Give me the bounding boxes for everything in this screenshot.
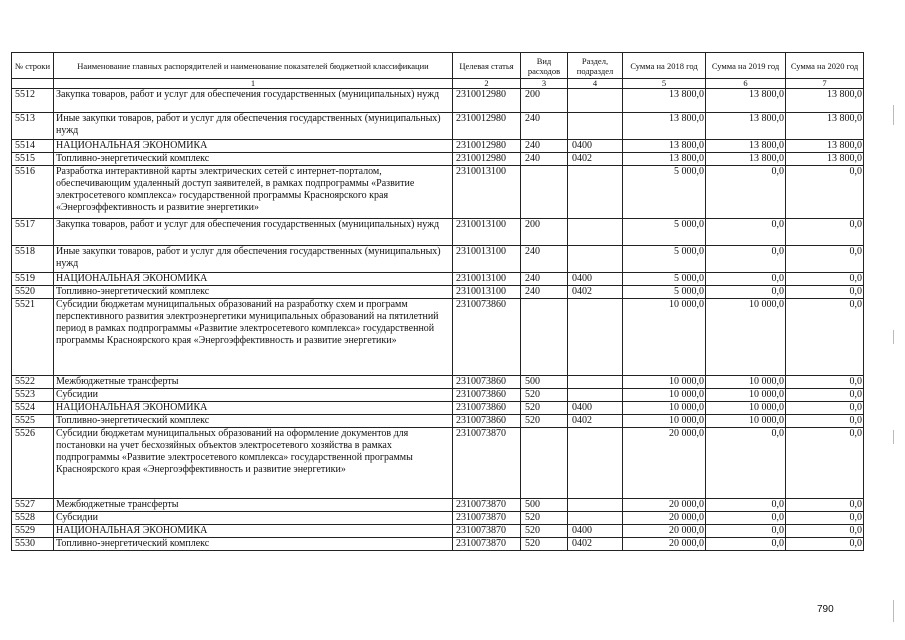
column-number: 6 bbox=[706, 79, 786, 89]
row-number: 5521 bbox=[12, 299, 54, 376]
header-target-article: Целевая статья bbox=[453, 53, 521, 79]
page-number: 790 bbox=[817, 604, 834, 615]
row-target-article: 2310073870 bbox=[453, 428, 521, 499]
table-row bbox=[12, 538, 864, 551]
row-sum-2019: 0,0 bbox=[706, 525, 786, 538]
row-number: 5520 bbox=[12, 286, 54, 299]
table-row bbox=[12, 140, 864, 153]
scan-edge-mark bbox=[893, 105, 894, 125]
row-sum-2020: 13 800,0 bbox=[786, 140, 864, 153]
row-target-article: 2310012980 bbox=[453, 89, 521, 113]
row-number: 5517 bbox=[12, 219, 54, 246]
table-row bbox=[12, 389, 864, 402]
row-sum-2020: 0,0 bbox=[786, 389, 864, 402]
row-number: 5513 bbox=[12, 113, 54, 140]
row-sum-2019: 13 800,0 bbox=[706, 153, 786, 166]
row-name: Закупка товаров, работ и услуг для обеспечения государственных (муниципальных) нужд bbox=[54, 89, 453, 113]
row-target-article: 2310012980 bbox=[453, 140, 521, 153]
row-sum-2019: 0,0 bbox=[706, 246, 786, 273]
budget-table bbox=[11, 52, 864, 551]
row-sum-2018: 5 000,0 bbox=[623, 286, 706, 299]
row-number: 5518 bbox=[12, 246, 54, 273]
row-section bbox=[568, 219, 623, 246]
row-name: НАЦИОНАЛЬНАЯ ЭКОНОМИКА bbox=[54, 402, 453, 415]
row-section bbox=[568, 113, 623, 140]
row-sum-2019: 13 800,0 bbox=[706, 89, 786, 113]
row-section bbox=[568, 376, 623, 389]
table-row bbox=[12, 113, 864, 140]
row-sum-2018: 13 800,0 bbox=[623, 140, 706, 153]
row-number: 5516 bbox=[12, 166, 54, 219]
row-sum-2018: 13 800,0 bbox=[623, 113, 706, 140]
row-sum-2019: 0,0 bbox=[706, 538, 786, 551]
row-name: Разработка интерактивной карты электрических сетей с интернет-порталом, обеспечивающим удаленный доступ заявителей, в рамках подпрограммы «Развитие электросетевого комплекса» государственной программы Красноярского края «Энергоэффективность и развитие энергетики» bbox=[54, 166, 453, 219]
row-section: 0400 bbox=[568, 273, 623, 286]
row-sum-2019: 10 000,0 bbox=[706, 389, 786, 402]
row-expense-kind: 240 bbox=[521, 246, 568, 273]
table-row bbox=[12, 166, 864, 219]
row-name: Субсидии бюджетам муниципальных образований на разработку схем и программ перспективного развития электроэнергетики муниципальных образований на пятилетний период в рамках подпрограммы «Развитие электросетевого комплекса» государственной программы Красноярского края «Энергоэффективность и развитие энергетики» bbox=[54, 299, 453, 376]
header-section: Раздел, подраздел bbox=[568, 53, 623, 79]
row-section bbox=[568, 499, 623, 512]
header-sum-2020: Сумма на 2020 год bbox=[786, 53, 864, 79]
row-number: 5512 bbox=[12, 89, 54, 113]
row-sum-2018: 10 000,0 bbox=[623, 402, 706, 415]
row-sum-2020: 0,0 bbox=[786, 299, 864, 376]
row-name: Топливно-энергетический комплекс bbox=[54, 415, 453, 428]
row-sum-2019: 0,0 bbox=[706, 286, 786, 299]
row-target-article: 2310013100 bbox=[453, 246, 521, 273]
row-sum-2020: 0,0 bbox=[786, 286, 864, 299]
row-sum-2019: 0,0 bbox=[706, 166, 786, 219]
header-expense-kind: Вид расходов bbox=[521, 53, 568, 79]
row-sum-2019: 0,0 bbox=[706, 499, 786, 512]
row-section: 0402 bbox=[568, 538, 623, 551]
row-section bbox=[568, 428, 623, 499]
row-number: 5528 bbox=[12, 512, 54, 525]
row-sum-2018: 10 000,0 bbox=[623, 376, 706, 389]
table-row bbox=[12, 273, 864, 286]
table-row bbox=[12, 376, 864, 389]
row-sum-2018: 10 000,0 bbox=[623, 299, 706, 376]
row-sum-2019: 10 000,0 bbox=[706, 376, 786, 389]
table-row bbox=[12, 153, 864, 166]
row-sum-2020: 0,0 bbox=[786, 538, 864, 551]
row-section bbox=[568, 166, 623, 219]
row-expense-kind: 240 bbox=[521, 286, 568, 299]
row-target-article: 2310073860 bbox=[453, 389, 521, 402]
row-number: 5522 bbox=[12, 376, 54, 389]
scan-edge-mark bbox=[893, 430, 894, 444]
row-section: 0402 bbox=[568, 286, 623, 299]
table-row bbox=[12, 512, 864, 525]
row-number: 5519 bbox=[12, 273, 54, 286]
row-sum-2020: 0,0 bbox=[786, 415, 864, 428]
row-sum-2020: 0,0 bbox=[786, 246, 864, 273]
row-sum-2020: 0,0 bbox=[786, 402, 864, 415]
row-number: 5530 bbox=[12, 538, 54, 551]
row-number: 5527 bbox=[12, 499, 54, 512]
row-sum-2018: 20 000,0 bbox=[623, 512, 706, 525]
row-sum-2019: 10 000,0 bbox=[706, 415, 786, 428]
row-target-article: 2310012980 bbox=[453, 113, 521, 140]
row-expense-kind: 500 bbox=[521, 376, 568, 389]
column-number: 2 bbox=[453, 79, 521, 89]
row-sum-2020: 0,0 bbox=[786, 273, 864, 286]
row-sum-2018: 5 000,0 bbox=[623, 166, 706, 219]
row-expense-kind: 520 bbox=[521, 512, 568, 525]
row-sum-2018: 13 800,0 bbox=[623, 153, 706, 166]
column-number bbox=[12, 79, 54, 89]
column-number: 5 bbox=[623, 79, 706, 89]
row-expense-kind: 240 bbox=[521, 140, 568, 153]
row-section: 0400 bbox=[568, 402, 623, 415]
row-sum-2019: 10 000,0 bbox=[706, 299, 786, 376]
row-sum-2018: 5 000,0 bbox=[623, 246, 706, 273]
row-section: 0400 bbox=[568, 140, 623, 153]
row-target-article: 2310012980 bbox=[453, 153, 521, 166]
row-sum-2020: 0,0 bbox=[786, 499, 864, 512]
row-name: Топливно-энергетический комплекс bbox=[54, 286, 453, 299]
row-target-article: 2310073870 bbox=[453, 525, 521, 538]
table-row bbox=[12, 428, 864, 499]
row-sum-2020: 13 800,0 bbox=[786, 89, 864, 113]
header-name: Наименование главных распорядителей и наименование показателей бюджетной классификации bbox=[54, 53, 453, 79]
row-sum-2019: 0,0 bbox=[706, 512, 786, 525]
row-expense-kind: 240 bbox=[521, 153, 568, 166]
row-sum-2020: 0,0 bbox=[786, 525, 864, 538]
row-number: 5514 bbox=[12, 140, 54, 153]
column-number: 4 bbox=[568, 79, 623, 89]
column-number: 1 bbox=[54, 79, 453, 89]
scan-edge-mark bbox=[893, 600, 894, 622]
table-row bbox=[12, 246, 864, 273]
row-target-article: 2310073870 bbox=[453, 538, 521, 551]
row-sum-2018: 20 000,0 bbox=[623, 428, 706, 499]
row-name: Иные закупки товаров, работ и услуг для обеспечения государственных (муниципальных) нужд bbox=[54, 246, 453, 273]
row-expense-kind: 520 bbox=[521, 415, 568, 428]
row-sum-2018: 10 000,0 bbox=[623, 415, 706, 428]
row-target-article: 2310013100 bbox=[453, 166, 521, 219]
table-row bbox=[12, 499, 864, 512]
row-name: Закупка товаров, работ и услуг для обеспечения государственных (муниципальных) нужд bbox=[54, 219, 453, 246]
table-row bbox=[12, 525, 864, 538]
row-sum-2019: 13 800,0 bbox=[706, 113, 786, 140]
table-row bbox=[12, 89, 864, 113]
row-expense-kind: 520 bbox=[521, 525, 568, 538]
row-target-article: 2310073870 bbox=[453, 499, 521, 512]
row-sum-2020: 0,0 bbox=[786, 376, 864, 389]
row-sum-2020: 0,0 bbox=[786, 166, 864, 219]
header-sum-2019: Сумма на 2019 год bbox=[706, 53, 786, 79]
row-target-article: 2310013100 bbox=[453, 219, 521, 246]
row-expense-kind: 500 bbox=[521, 499, 568, 512]
row-sum-2020: 0,0 bbox=[786, 512, 864, 525]
table-header-row bbox=[12, 53, 864, 79]
table-row bbox=[12, 219, 864, 246]
table-row bbox=[12, 402, 864, 415]
row-number: 5529 bbox=[12, 525, 54, 538]
row-name: Иные закупки товаров, работ и услуг для обеспечения государственных (муниципальных) нужд bbox=[54, 113, 453, 140]
row-section: 0402 bbox=[568, 415, 623, 428]
row-name: НАЦИОНАЛЬНАЯ ЭКОНОМИКА bbox=[54, 273, 453, 286]
row-section bbox=[568, 512, 623, 525]
row-sum-2018: 13 800,0 bbox=[623, 89, 706, 113]
row-target-article: 2310073860 bbox=[453, 299, 521, 376]
row-name: Топливно-энергетический комплекс bbox=[54, 153, 453, 166]
row-expense-kind bbox=[521, 428, 568, 499]
row-target-article: 2310073860 bbox=[453, 415, 521, 428]
row-target-article: 2310073860 bbox=[453, 402, 521, 415]
row-sum-2018: 10 000,0 bbox=[623, 389, 706, 402]
row-expense-kind bbox=[521, 299, 568, 376]
row-sum-2020: 13 800,0 bbox=[786, 113, 864, 140]
row-name: Межбюджетные трансферты bbox=[54, 499, 453, 512]
row-target-article: 2310073870 bbox=[453, 512, 521, 525]
row-target-article: 2310073860 bbox=[453, 376, 521, 389]
row-sum-2018: 20 000,0 bbox=[623, 538, 706, 551]
table-row bbox=[12, 415, 864, 428]
row-name: Субсидии бюджетам муниципальных образований на оформление документов для постановки на учет бесхозяйных объектов электросетевого хозяйства в рамках подпрограммы «Развитие электросетевого комплекса» государственной программы Красноярского края «Энергоэффективность и развитие энергетики» bbox=[54, 428, 453, 499]
row-section bbox=[568, 389, 623, 402]
row-sum-2020: 0,0 bbox=[786, 428, 864, 499]
row-expense-kind bbox=[521, 166, 568, 219]
row-section bbox=[568, 89, 623, 113]
row-name: НАЦИОНАЛЬНАЯ ЭКОНОМИКА bbox=[54, 525, 453, 538]
row-number: 5515 bbox=[12, 153, 54, 166]
table-row bbox=[12, 286, 864, 299]
row-sum-2019: 0,0 bbox=[706, 219, 786, 246]
row-name: Субсидии bbox=[54, 512, 453, 525]
row-expense-kind: 520 bbox=[521, 389, 568, 402]
row-sum-2018: 20 000,0 bbox=[623, 499, 706, 512]
row-sum-2019: 13 800,0 bbox=[706, 140, 786, 153]
row-name: Межбюджетные трансферты bbox=[54, 376, 453, 389]
row-section bbox=[568, 299, 623, 376]
row-sum-2018: 5 000,0 bbox=[623, 219, 706, 246]
row-number: 5525 bbox=[12, 415, 54, 428]
row-sum-2019: 10 000,0 bbox=[706, 402, 786, 415]
row-name: НАЦИОНАЛЬНАЯ ЭКОНОМИКА bbox=[54, 140, 453, 153]
row-name: Топливно-энергетический комплекс bbox=[54, 538, 453, 551]
row-expense-kind: 240 bbox=[521, 113, 568, 140]
row-expense-kind: 520 bbox=[521, 538, 568, 551]
row-sum-2020: 13 800,0 bbox=[786, 153, 864, 166]
table-row bbox=[12, 299, 864, 376]
row-target-article: 2310013100 bbox=[453, 273, 521, 286]
row-expense-kind: 200 bbox=[521, 89, 568, 113]
column-number: 3 bbox=[521, 79, 568, 89]
row-expense-kind: 240 bbox=[521, 273, 568, 286]
row-sum-2018: 20 000,0 bbox=[623, 525, 706, 538]
row-sum-2019: 0,0 bbox=[706, 273, 786, 286]
row-sum-2019: 0,0 bbox=[706, 428, 786, 499]
header-sum-2018: Сумма на 2018 год bbox=[623, 53, 706, 79]
row-name: Субсидии bbox=[54, 389, 453, 402]
row-section bbox=[568, 246, 623, 273]
row-target-article: 2310013100 bbox=[453, 286, 521, 299]
row-section: 0402 bbox=[568, 153, 623, 166]
row-sum-2018: 5 000,0 bbox=[623, 273, 706, 286]
scan-edge-mark bbox=[893, 330, 894, 344]
row-section: 0400 bbox=[568, 525, 623, 538]
row-number: 5523 bbox=[12, 389, 54, 402]
header-row-number: № строки bbox=[12, 53, 54, 79]
row-number: 5526 bbox=[12, 428, 54, 499]
row-sum-2020: 0,0 bbox=[786, 219, 864, 246]
row-expense-kind: 520 bbox=[521, 402, 568, 415]
column-number: 7 bbox=[786, 79, 864, 89]
column-number-row bbox=[12, 79, 864, 89]
row-expense-kind: 200 bbox=[521, 219, 568, 246]
row-number: 5524 bbox=[12, 402, 54, 415]
